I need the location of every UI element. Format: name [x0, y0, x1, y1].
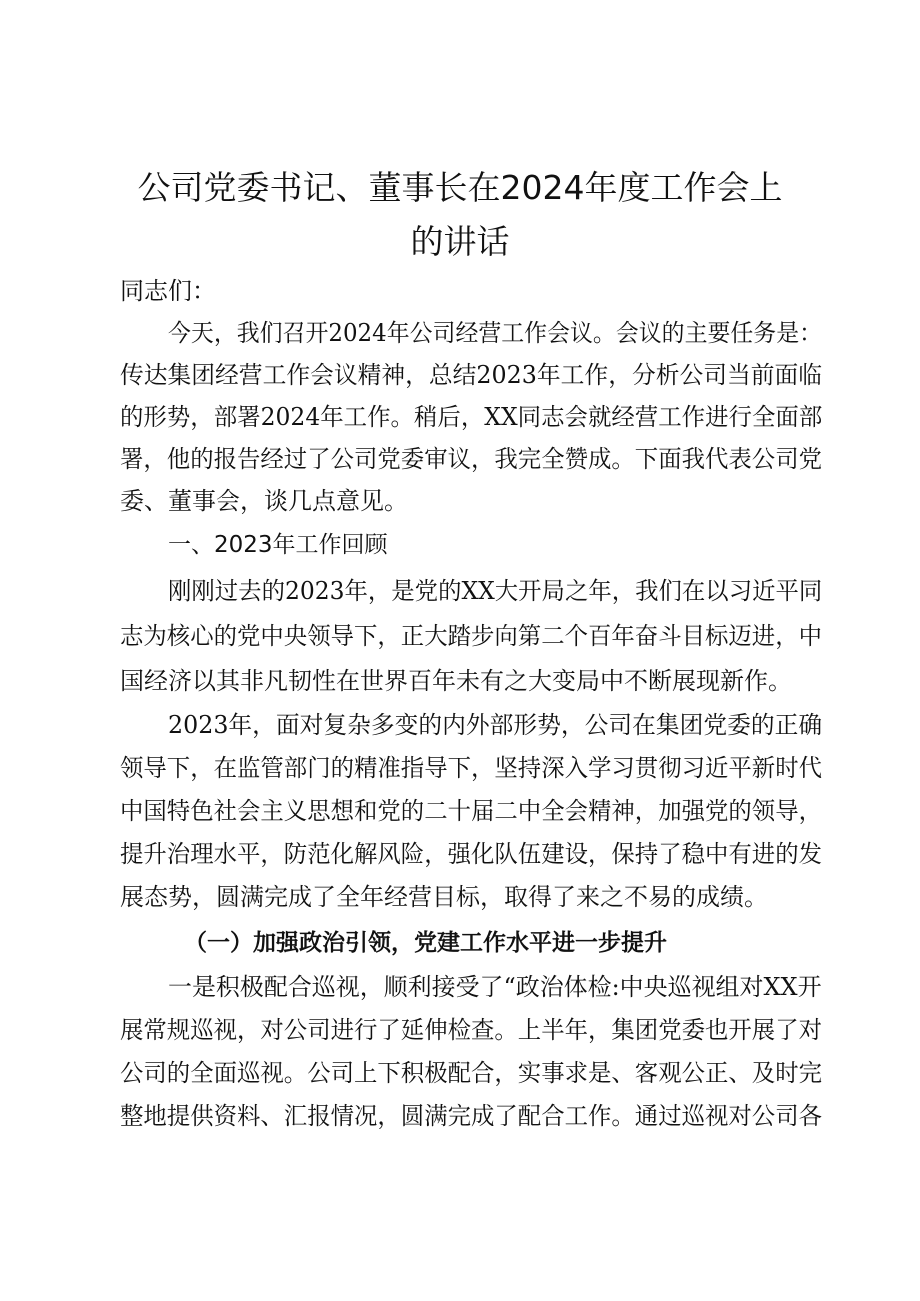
section-heading: 一、2023年工作回顾 [168, 532, 388, 558]
paragraph-line: 提升治理水平，防范化解风险，强化队伍建设，保持了稳中有进的发 [120, 840, 822, 868]
paragraph-line: 展常规巡视，对公司进行了延伸检查。上半年，集团党委也开展了对 [120, 1016, 822, 1044]
paragraph-line: 领导下，在监管部门的精准指导下，坚持深入学习贯彻习近平新时代 [120, 754, 822, 782]
salutation: 同志们： [120, 277, 216, 305]
paragraph-line: 中国特色社会主义思想和党的二十届二中全会精神，加强党的领导， [120, 797, 822, 825]
document-title-line-1: 公司党委书记、董事长在2024年度工作会上 [137, 168, 783, 207]
paragraph-line: 一是积极配合巡视，顺利接受了“政治体检:中央巡视组对XX开 [168, 973, 822, 1001]
paragraph-line: 公司的全面巡视。公司上下积极配合，实事求是、客观公正、及时完 [120, 1059, 822, 1087]
paragraph-line: 整地提供资料、汇报情况，圆满完成了配合工作。通过巡视对公司各 [120, 1102, 822, 1130]
paragraph-line: 传达集团经营工作会议精神，总结2023年工作，分析公司当前面临 [120, 361, 823, 389]
paragraph-line: 国经济以其非凡韧性在世界百年未有之大变局中不断展现新作。 [120, 667, 792, 695]
document-title-line-2: 的讲话 [410, 222, 510, 261]
paragraph-line: 2023年，面对复杂多变的内外部形势，公司在集团党委的正确 [168, 711, 823, 739]
paragraph-line: 署，他的报告经过了公司党委审议，我完全赞成。下面我代表公司党 [120, 445, 822, 473]
paragraph-line: 委、董事会，谈几点意见。 [120, 487, 408, 515]
paragraph-line: 今天，我们召开2024年公司经营工作会议。会议的主要任务是： [168, 319, 823, 347]
paragraph-line: 志为核心的党中央领导下，正大踏步向第二个百年奋斗目标迈进，中 [120, 622, 822, 650]
paragraph-line: 展态势，圆满完成了全年经营目标，取得了来之不易的成绩。 [120, 883, 768, 911]
paragraph-line: 的形势，部署2024年工作。稍后，XX同志会就经营工作进行全面部 [120, 403, 823, 431]
subsection-heading: （一）加强政治引领，党建工作水平进一步提升 [184, 929, 667, 956]
paragraph-line: 刚刚过去的2023年，是党的XX大开局之年，我们在以习近平同 [168, 577, 823, 605]
